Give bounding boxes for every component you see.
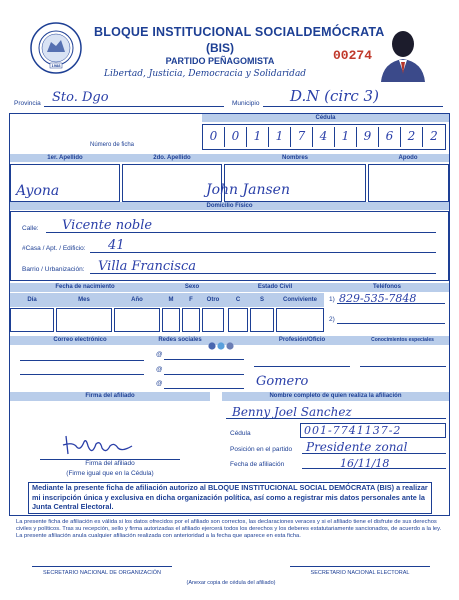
redes-at-1: @ <box>156 351 163 358</box>
sexo-m: M <box>162 293 180 307</box>
cedula-header: Cédula <box>202 114 449 122</box>
anexar-note: (Anexar copia de cédula del afiliado) <box>186 580 276 586</box>
redes-label: Redes sociales <box>152 336 208 345</box>
ano-field[interactable] <box>114 308 160 332</box>
cedula-digit-box[interactable] <box>202 124 446 150</box>
org-acronym: (BIS) <box>206 41 234 55</box>
estado-civil-title: Estado Civil <box>226 283 324 292</box>
civil-s: S <box>250 293 274 307</box>
correo-line-1[interactable] <box>20 360 144 361</box>
sexo-otro: Otro <box>202 293 224 307</box>
casa-value: 41 <box>108 238 125 253</box>
apellido1-value: Ayona <box>16 183 60 199</box>
cedula-digit[interactable]: 9 <box>357 127 379 147</box>
redes-line-1[interactable] <box>164 359 244 360</box>
birth-title: Fecha de nacimiento <box>10 283 160 292</box>
seal-year: 1988 <box>51 63 61 68</box>
cedula-digit[interactable]: 1 <box>269 127 291 147</box>
form-number: 00274 <box>333 48 373 63</box>
mes-field[interactable] <box>56 308 112 332</box>
apodo-label: Apodo <box>368 154 448 162</box>
afiliador-cedula-label: Cédula <box>230 430 251 437</box>
sec-elec-line[interactable] <box>290 566 430 567</box>
afiliador-cedula-value: 001-7741137-2 <box>304 424 402 437</box>
nombres-value: John Jansen <box>206 182 290 198</box>
civil-c: C <box>228 293 248 307</box>
cedula-digits <box>203 127 445 147</box>
tel-number-1: 1) <box>329 296 335 303</box>
municipio-line[interactable] <box>263 106 443 107</box>
sexo-f-box[interactable] <box>182 308 200 332</box>
civil-conviviente: Conviviente <box>276 293 324 307</box>
tel-line-2[interactable] <box>337 323 445 324</box>
casa-label: #Casa / Apt. / Edificio: <box>22 245 86 252</box>
redes-at-3: @ <box>156 380 163 387</box>
casa-line[interactable] <box>90 252 436 253</box>
correo-label: Correo electrónico <box>10 336 150 345</box>
sec-org-line[interactable] <box>32 566 172 567</box>
posicion-label: Posición en el partido <box>230 446 293 453</box>
posicion-value: Presidente zonal <box>306 440 408 454</box>
correo-line-2[interactable] <box>20 374 144 375</box>
civil-c-box[interactable] <box>228 308 248 332</box>
cedula-digit[interactable]: 0 <box>203 127 225 147</box>
apodo-field[interactable] <box>368 164 449 202</box>
apellido1-label: 1er. Apellido <box>10 154 120 162</box>
calle-value: Vicente noble <box>62 218 153 233</box>
party-motto: Libertad, Justicia, Democracia y Solidaridad <box>104 69 307 79</box>
cedula-digit[interactable]: 4 <box>313 127 335 147</box>
sec-elec-label: SECRETARIO NACIONAL ELECTORAL <box>310 570 410 576</box>
redes-line-3[interactable] <box>164 388 244 389</box>
mes-label: Mes <box>56 293 112 307</box>
cedula-digit[interactable]: 2 <box>430 129 438 143</box>
domicilio-header: Domicilio Físico <box>10 202 449 210</box>
sec-org-label: SECRETARIO NACIONAL DE ORGANIZACIÓN <box>43 570 161 576</box>
sexo-f: F <box>182 293 200 307</box>
cedula-digit[interactable]: 6 <box>379 127 401 147</box>
cedula-digit[interactable]: 1 <box>247 127 269 147</box>
social-icons <box>208 337 244 345</box>
sexo-otro-box[interactable] <box>202 308 224 332</box>
afiliador-name-line[interactable] <box>226 418 446 419</box>
telefonos-title: Teléfonos <box>326 283 448 292</box>
profesion-line[interactable] <box>254 366 350 367</box>
nombre-afiliador-header: Nombre completo de quien realiza la afiliación <box>222 392 449 401</box>
barrio-label: Barrio / Urbanización: <box>22 266 85 273</box>
sexo-m-box[interactable] <box>162 308 180 332</box>
party-name: PARTIDO PEÑAGOMISTA <box>165 56 275 66</box>
municipio-value: D.N (circ 3) <box>290 87 379 105</box>
dia-field[interactable] <box>10 308 54 332</box>
dia-label: Día <box>10 293 54 307</box>
profesion-label: Profesión/Oficio <box>250 336 354 345</box>
firma-header: Firma del afiliado <box>10 392 210 401</box>
party-seal <box>30 22 82 74</box>
redes-line-2[interactable] <box>164 374 244 375</box>
conocimientos-line[interactable] <box>360 366 446 367</box>
civil-conviviente-box[interactable] <box>276 308 324 332</box>
afiliador-name: Benny Joel Sanchez <box>232 405 352 419</box>
cedula-digit[interactable]: 7 <box>291 127 313 147</box>
civil-s-box[interactable] <box>250 308 274 332</box>
barrio-value: Villa Francisca <box>98 259 197 274</box>
sexo-title: Sexo <box>160 283 224 292</box>
cedula-digit[interactable]: 1 <box>335 127 357 147</box>
redes-at-2: @ <box>156 366 163 373</box>
firma-caption-2: (Firme igual que en la Cédula) <box>66 470 154 477</box>
fine-print: La presente ficha de afiliación es válida si los datos ofrecidos por el afiliado son correctos, las declaraciones veraces y si el afiliado tiene el disfrute de sus derechos civiles y políticos. Tras su recepción, sello y firma autorizadas el afiliado ejercerá todos los derechos y los deberes estatutariamente sancionados, de acuerdo a la ley. La presente afiliación anula cualquier afiliación realizada con anterioridad a la fecha que aparece en esta ficha. <box>16 519 442 539</box>
org-name: BLOQUE INSTITUCIONAL SOCIALDEMÓCRATA <box>94 25 385 39</box>
cedula-digit[interactable]: 2 <box>401 127 423 147</box>
municipio-label: Municipio <box>232 100 260 107</box>
tel-value-1: 829-535-7848 <box>339 292 417 305</box>
leader-portrait <box>378 24 428 82</box>
afiliado-signature <box>62 432 142 460</box>
apellido2-label: 2do. Apellido <box>122 154 222 162</box>
fecha-label: Fecha de afiliación <box>230 461 285 468</box>
ficha-label: Número de ficha <box>90 142 135 148</box>
fecha-value: 16/11/18 <box>340 457 390 470</box>
nombres-label: Nombres <box>225 154 365 162</box>
declaration-text: Mediante la presente ficha de afiliación autorizo al BLOQUE INSTITUCIONAL SOCIAL DEMÓCRATA (BIS) a realizar mi inscripción única y exclusiva en dicha organización política, así como a registrar mis datos personales ante la Junta Central Electoral. <box>32 483 428 511</box>
provincia-value: Sto. Dgo <box>52 90 109 105</box>
provincia-label: Provincia <box>14 100 41 107</box>
ano-label: Año <box>114 293 160 307</box>
provincia-line[interactable] <box>44 106 224 107</box>
cedula-digit[interactable]: 0 <box>225 127 247 147</box>
conocimientos-label: Conocimientos especiales <box>356 336 449 345</box>
tel-number-2: 2) <box>329 316 335 323</box>
profesion-value: Gomero <box>256 374 309 389</box>
calle-label: Calle: <box>22 225 39 232</box>
firma-caption: Firma del afiliado <box>85 460 135 467</box>
